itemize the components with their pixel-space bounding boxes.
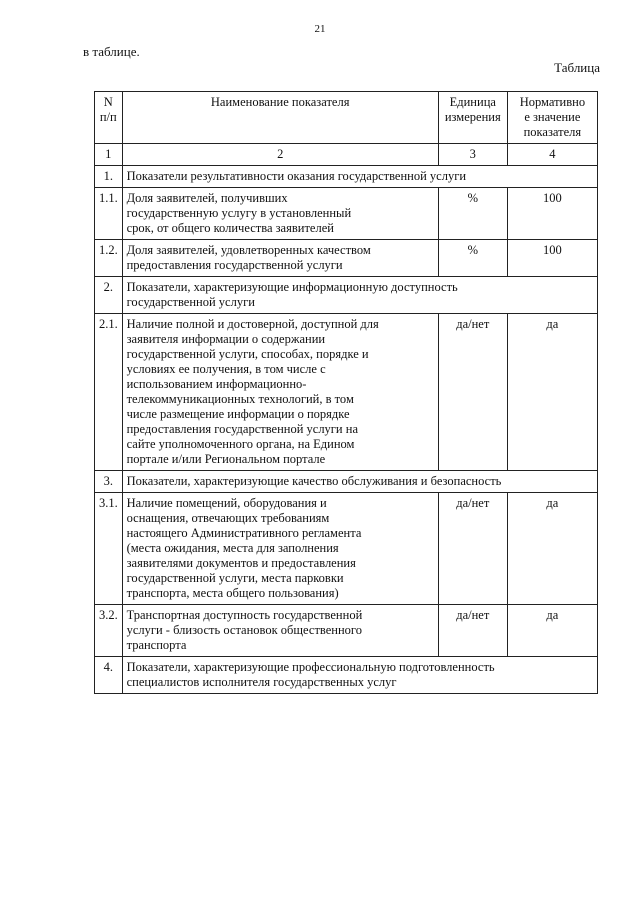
row-number: 4.: [95, 657, 123, 694]
text-line: Наличие помещений, оборудования и: [126, 496, 327, 510]
text-line: предоставления государственной услуги: [126, 258, 343, 272]
table-body: [95, 166, 598, 694]
indicator-name: [122, 188, 438, 240]
row-number: 1.2.: [95, 240, 123, 277]
header-norm-line: показателя: [523, 125, 582, 139]
header-num-line: п/п: [99, 110, 117, 124]
unit-cell: да/нет: [438, 605, 507, 657]
header-row: [95, 92, 598, 144]
indicator-name: [122, 605, 438, 657]
header-num-line: N: [103, 95, 113, 109]
index-cell: 2: [122, 144, 438, 166]
section-title: [122, 471, 597, 493]
text-line: числе размещение информации о порядке: [126, 407, 350, 421]
row-number: 2.1.: [95, 314, 123, 471]
norm-value-cell: да: [507, 314, 597, 471]
text-line: использованием информационно-: [126, 377, 307, 391]
text-line: настоящего Административного регламента: [126, 526, 362, 540]
section-row: [95, 166, 598, 188]
norm-value-cell: да: [507, 605, 597, 657]
index-cell: 1: [95, 144, 123, 166]
norm-value-cell: 100: [507, 188, 597, 240]
section-row: [95, 657, 598, 694]
text-line: транспорта, места общего пользования): [126, 586, 339, 600]
row-number: 2.: [95, 277, 123, 314]
norm-value-cell: 100: [507, 240, 597, 277]
text-line: Доля заявителей, получивших: [126, 191, 288, 205]
text-line: Транспортная доступность государственной: [126, 608, 363, 622]
table-row: [95, 493, 598, 605]
text-line: портале и/или Региональном портале: [126, 452, 326, 466]
header-unit-line: Единица: [449, 95, 496, 109]
row-number: 3.: [95, 471, 123, 493]
row-number: 1.: [95, 166, 123, 188]
index-cell: 4: [507, 144, 597, 166]
header-norm-line: е значение: [524, 110, 581, 124]
text-line: государственной услуги, способах, порядке и: [126, 347, 369, 361]
text-line: условиях ее получения, в том числе с: [126, 362, 326, 376]
header-name-text: Наименование показателя: [210, 95, 350, 109]
text-line: государственной услуги, места парковки: [126, 571, 344, 585]
text-line: Показатели результативности оказания государственной услуги: [126, 169, 467, 183]
row-number: 1.1.: [95, 188, 123, 240]
text-line: предоставления государственной услуги на: [126, 422, 358, 436]
text-line: специалистов исполнителя государственных услуг: [126, 675, 397, 689]
norm-value-cell: да: [507, 493, 597, 605]
header-unit-line: измерения: [444, 110, 501, 124]
text-line: Показатели, характеризующие информационную доступность: [126, 280, 458, 294]
text-line: телекоммуникационных технологий, в том: [126, 392, 354, 406]
unit-cell: %: [438, 240, 507, 277]
unit-cell: %: [438, 188, 507, 240]
unit-cell: да/нет: [438, 493, 507, 605]
text-line: (места ожидания, места для заполнения: [126, 541, 339, 555]
header-norm-line: Нормативно: [519, 95, 586, 109]
indicator-name: [122, 240, 438, 277]
section-title: [122, 166, 597, 188]
table-caption: Таблица: [554, 60, 600, 75]
text-line: Показатели, характеризующие профессиональную подготовленность: [126, 660, 495, 674]
section-title: [122, 277, 597, 314]
index-row: [95, 144, 598, 166]
text-line: Наличие полной и достоверной, доступной для: [126, 317, 379, 331]
table-row: [95, 188, 598, 240]
lead-text: в таблице.: [83, 44, 140, 59]
section-row: [95, 471, 598, 493]
row-number: 3.1.: [95, 493, 123, 605]
text-line: заявителями документов и предоставления: [126, 556, 356, 570]
text-line: государственную услугу в установленный: [126, 206, 352, 220]
header-name: [122, 92, 438, 144]
unit-cell: да/нет: [438, 314, 507, 471]
table-row: [95, 240, 598, 277]
table-row: [95, 605, 598, 657]
text-line: Доля заявителей, удовлетворенных качеством: [126, 243, 371, 257]
text-line: сайте уполномоченного органа, на Едином: [126, 437, 355, 451]
section-title: [122, 657, 597, 694]
indicators-table: [94, 91, 598, 694]
header-unit: [438, 92, 507, 144]
text-line: срок, от общего количества заявителей: [126, 221, 334, 235]
section-row: [95, 277, 598, 314]
header-norm: [507, 92, 597, 144]
text-line: услуги - близость остановок общественного: [126, 623, 362, 637]
text-line: транспорта: [126, 638, 187, 652]
table-row: [95, 314, 598, 471]
text-line: заявителя информации о содержании: [126, 332, 326, 346]
indicator-name: [122, 314, 438, 471]
page-number: 21: [314, 23, 326, 35]
index-cell: 3: [438, 144, 507, 166]
row-number: 3.2.: [95, 605, 123, 657]
text-line: Показатели, характеризующие качество обслуживания и безопасность: [126, 474, 502, 488]
text-line: оснащения, отвечающих требованиям: [126, 511, 330, 525]
header-num: [95, 92, 123, 144]
indicator-name: [122, 493, 438, 605]
text-line: государственной услуги: [126, 295, 255, 309]
